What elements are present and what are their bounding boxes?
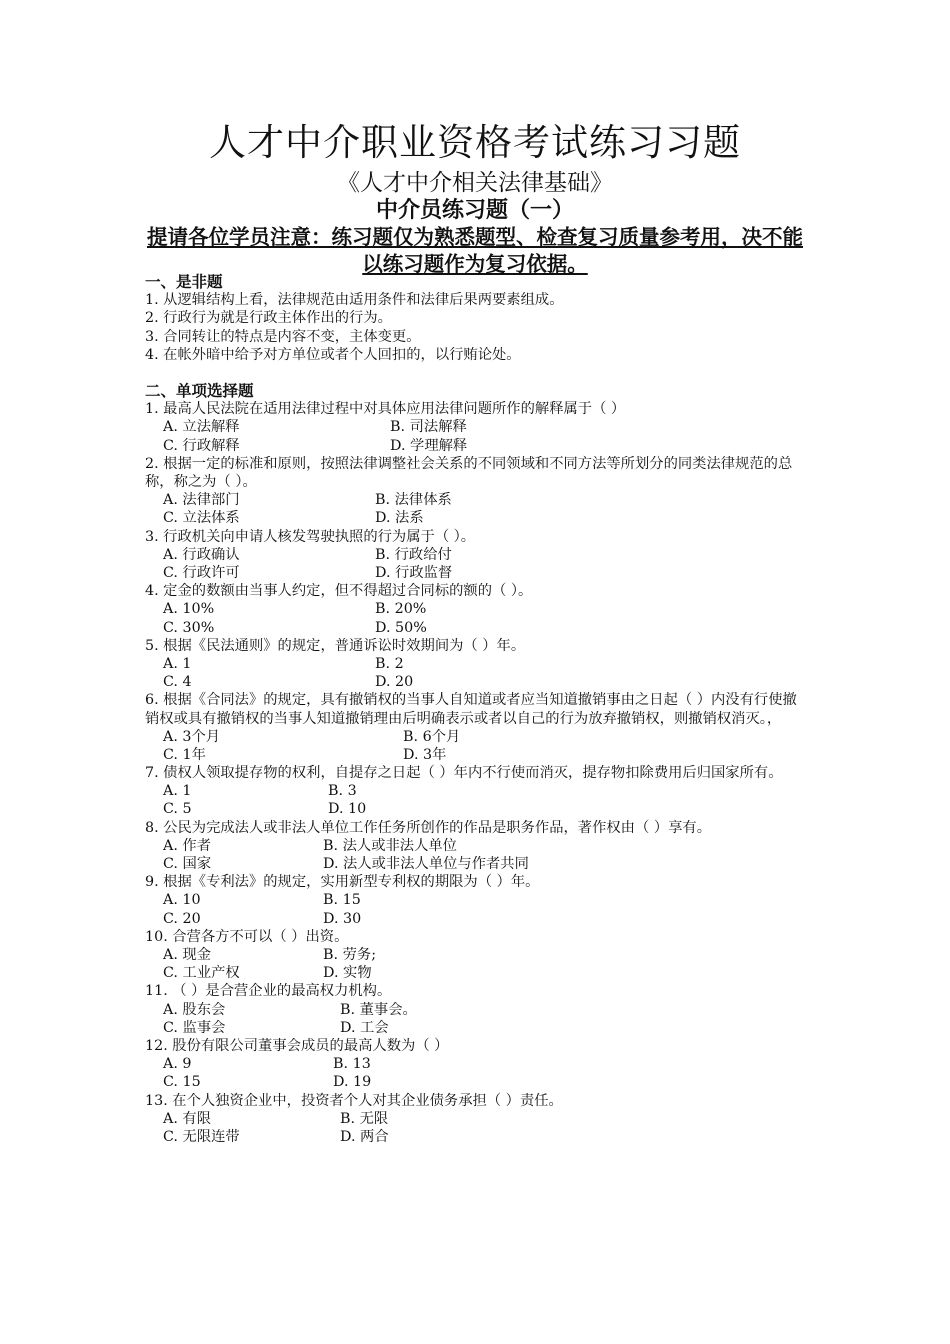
document-subtitle: 《人才中介相关法律基础》 bbox=[337, 170, 613, 196]
option-row bbox=[145, 1055, 815, 1073]
option-right: B. 行政给付 bbox=[375, 546, 452, 563]
option-row bbox=[145, 837, 815, 855]
option-right: D. 行政监督 bbox=[375, 564, 453, 581]
option-left: C. 15 bbox=[163, 1074, 201, 1091]
option-row bbox=[145, 1073, 815, 1091]
option-row bbox=[145, 1001, 815, 1019]
option-row bbox=[145, 564, 815, 582]
option-row bbox=[145, 946, 815, 964]
option-left: C. 行政解释 bbox=[163, 437, 240, 454]
option-left: A. 10 bbox=[163, 892, 201, 909]
option-row bbox=[145, 910, 815, 928]
question-list bbox=[145, 400, 815, 1146]
option-right: D. 学理解释 bbox=[390, 437, 468, 454]
question-text: 10. 合营各方不可以（ ）出资。 bbox=[145, 928, 349, 945]
option-right: B. 劳务; bbox=[323, 947, 377, 964]
question-text: 2. 根据一定的标准和原则，按照法律调整社会关系的不同领域和不同方法等所划分的同类法律规范的总称，称之为（ ）。 bbox=[145, 455, 793, 490]
option-left: A. 股东会 bbox=[163, 1001, 226, 1018]
section-heading-true-false: 一、是非题 bbox=[145, 272, 223, 291]
option-row bbox=[145, 800, 815, 818]
option-left: A. 立法解释 bbox=[163, 419, 240, 436]
option-left: C. 国家 bbox=[163, 856, 212, 873]
option-left: A. 1 bbox=[163, 655, 192, 672]
option-left: A. 现金 bbox=[163, 947, 212, 964]
option-right: D. 19 bbox=[333, 1074, 372, 1091]
option-row bbox=[145, 855, 815, 873]
tf-item: 4. 在帐外暗中给予对方单位或者个人回扣的，以行贿论处。 bbox=[145, 346, 521, 363]
section-gap bbox=[145, 364, 815, 382]
option-left: C. 30% bbox=[163, 619, 215, 636]
question-text: 6. 根据《合同法》的规定，具有撤销权的当事人自知道或者应当知道撤销事由之日起（ ）内没有行使撤销权或具有撤销权的当事人知道撤销理由后明确表示或者以自己的行为放弃撤销权，则撤销权消灭。， bbox=[145, 692, 797, 727]
question-text: 4. 定金的数额由当事人约定，但不得超过合同标的额的（ ）。 bbox=[145, 583, 533, 600]
option-left: A. 行政确认 bbox=[163, 546, 240, 563]
question-text: 13. 在个人独资企业中，投资者个人对其企业债务承担（ ）责任。 bbox=[145, 1092, 563, 1109]
option-left: A. 10% bbox=[163, 601, 215, 618]
notice-text: 提请各位学员注意：练习题仅为熟悉题型、检查复习质量参考用，决不能以练习题作为复习依据。 bbox=[147, 225, 803, 276]
option-left: A. 1 bbox=[163, 783, 192, 800]
option-row bbox=[145, 728, 815, 746]
option-row bbox=[145, 891, 815, 909]
option-row bbox=[145, 1019, 815, 1037]
option-right: B. 6个月 bbox=[403, 728, 461, 745]
option-left: C. 5 bbox=[163, 801, 192, 818]
option-right: D. 20 bbox=[375, 674, 414, 691]
option-right: D. 实物 bbox=[323, 965, 372, 982]
tf-item: 2. 行政行为就是行政主体作出的行为。 bbox=[145, 310, 392, 327]
option-row bbox=[145, 619, 815, 637]
option-left: C. 20 bbox=[163, 910, 201, 927]
option-row bbox=[145, 1128, 815, 1146]
option-row bbox=[145, 437, 815, 455]
option-row bbox=[145, 600, 815, 618]
option-right: D. 法人或非法人单位与作者共同 bbox=[323, 856, 529, 873]
tf-item: 1. 从逻辑结构上看，法律规范由适用条件和法律后果两要素组成。 bbox=[145, 292, 564, 309]
option-right: B. 20% bbox=[375, 601, 427, 618]
option-row bbox=[145, 673, 815, 691]
option-right: B. 2 bbox=[375, 655, 404, 672]
option-right: D. 3年 bbox=[403, 746, 447, 763]
option-right: B. 法人或非法人单位 bbox=[323, 837, 457, 854]
option-left: A. 9 bbox=[163, 1056, 192, 1073]
option-row bbox=[145, 546, 815, 564]
notice bbox=[140, 224, 810, 278]
option-left: C. 1年 bbox=[163, 746, 206, 763]
option-left: C. 立法体系 bbox=[163, 510, 240, 527]
option-row bbox=[145, 418, 815, 436]
content bbox=[145, 273, 815, 1146]
option-row bbox=[145, 964, 815, 982]
question-text: 11. （ ）是合营企业的最高权力机构。 bbox=[145, 983, 392, 1000]
question-text: 3. 行政机关向申请人核发驾驶执照的行为属于（ ）。 bbox=[145, 528, 476, 545]
option-row bbox=[145, 782, 815, 800]
question-text: 1. 最高人民法院在适用法律过程中对具体应用法律问题所作的解释属于（ ） bbox=[145, 401, 626, 418]
exam-name: 中介员练习题（一） bbox=[375, 197, 574, 223]
option-right: D. 两合 bbox=[340, 1128, 389, 1145]
option-right: D. 30 bbox=[323, 910, 362, 927]
option-left: A. 有限 bbox=[163, 1110, 212, 1127]
option-left: C. 工业产权 bbox=[163, 965, 240, 982]
option-right: B. 无限 bbox=[340, 1110, 389, 1127]
question-text: 12. 股份有限公司董事会成员的最高人数为（ ） bbox=[145, 1037, 449, 1054]
option-right: B. 法律体系 bbox=[375, 492, 452, 509]
option-right: D. 工会 bbox=[340, 1019, 389, 1036]
section-heading-single-choice: 二、单项选择题 bbox=[145, 381, 254, 401]
option-right: B. 3 bbox=[328, 783, 357, 800]
option-left: C. 行政许可 bbox=[163, 564, 240, 581]
option-row bbox=[145, 1110, 815, 1128]
option-right: B. 司法解释 bbox=[390, 419, 467, 436]
tf-item: 3. 合同转让的特点是内容不变，主体变更。 bbox=[145, 328, 421, 345]
option-row bbox=[145, 746, 815, 764]
document-title: 人才中介职业资格考试练习习题 bbox=[209, 121, 741, 164]
question-text: 7. 债权人领取提存物的权利，自提存之日起（ ）年内不行使而消灭，提存物扣除费用后归国家所有。 bbox=[145, 765, 783, 782]
option-left: A. 作者 bbox=[163, 837, 212, 854]
option-left: C. 无限连带 bbox=[163, 1128, 240, 1145]
option-row bbox=[145, 509, 815, 527]
option-right: B. 董事会。 bbox=[340, 1001, 417, 1018]
option-left: A. 法律部门 bbox=[163, 492, 240, 509]
option-left: C. 监事会 bbox=[163, 1019, 226, 1036]
option-right: D. 50% bbox=[375, 619, 427, 636]
question-text: 9. 根据《专利法》的规定，实用新型专利权的期限为（ ）年。 bbox=[145, 874, 540, 891]
option-right: D. 法系 bbox=[375, 510, 424, 527]
option-row bbox=[145, 491, 815, 509]
option-left: C. 4 bbox=[163, 674, 192, 691]
option-row bbox=[145, 655, 815, 673]
option-right: D. 10 bbox=[328, 801, 367, 818]
option-right: B. 15 bbox=[323, 892, 361, 909]
option-left: A. 3个月 bbox=[163, 728, 221, 745]
question-text: 5. 根据《民法通则》的规定，普通诉讼时效期间为（ ）年。 bbox=[145, 637, 526, 654]
option-right: B. 13 bbox=[333, 1056, 371, 1073]
question-text: 8. 公民为完成法人或非法人单位工作任务所创作的作品是职务作品，著作权由（ ）享有。 bbox=[145, 819, 712, 836]
